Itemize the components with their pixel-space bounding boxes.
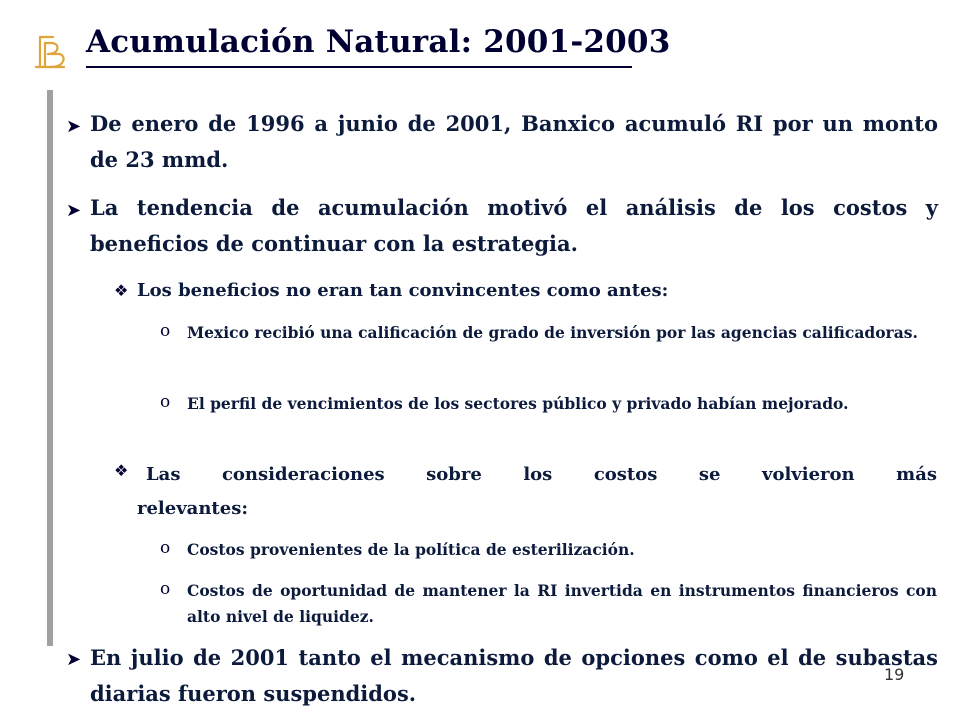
diamond-bullet-icon: ❖ [114,461,129,480]
arrow-bullet-icon: ➤ [66,649,82,670]
banxico-logo-icon [34,33,68,69]
circle-bullet: o [160,579,171,599]
arrow-bullet-icon: ➤ [66,116,82,137]
bullet-1-text: De enero de 1996 a junio de 2001, Banxico acumuló RI por un monto de 23 mmd. [90,111,938,172]
diamond-bullet-icon: ❖ [114,281,129,300]
circle-bullet-1-text: Mexico recibió una calificación de grado de inversión por las agencias calificadoras. [187,323,918,342]
page-title: Acumulación Natural: 2001-2003 [86,24,671,60]
title-underline [86,66,632,68]
sub-bullet-1-text: Los beneficios no eran tan convincentes como antes: [137,280,669,301]
arrow-bullet-icon: ➤ [66,200,82,221]
circle-bullet: o [160,321,171,341]
circle-bullet: o [160,392,171,412]
bullet-3-text: En julio de 2001 tanto el mecanismo de opciones como el de subastas diarias fueron suspendidos. [90,645,938,706]
bullet-2-text: La tendencia de acumulación motivó el análisis de los costos y beneficios de continuar con la estrategia. [90,195,938,256]
circle-bullet-2-text: El perfil de vencimientos de los sectores público y privado habían mejorado. [187,394,849,413]
circle-bullet-3-text: Costos provenientes de la política de esterilización. [187,540,635,559]
circle-bullet: o [160,538,171,558]
circle-bullet-4-text: Costos de oportunidad de mantener la RI invertida en instrumentos financieros con alto nivel de liquidez. [187,581,937,626]
page-number: 19 [884,665,905,684]
sub-bullet-2-text: Las consideraciones sobre los costos se volvieron más relevantes: [137,464,937,519]
vertical-accent-bar [47,90,53,646]
